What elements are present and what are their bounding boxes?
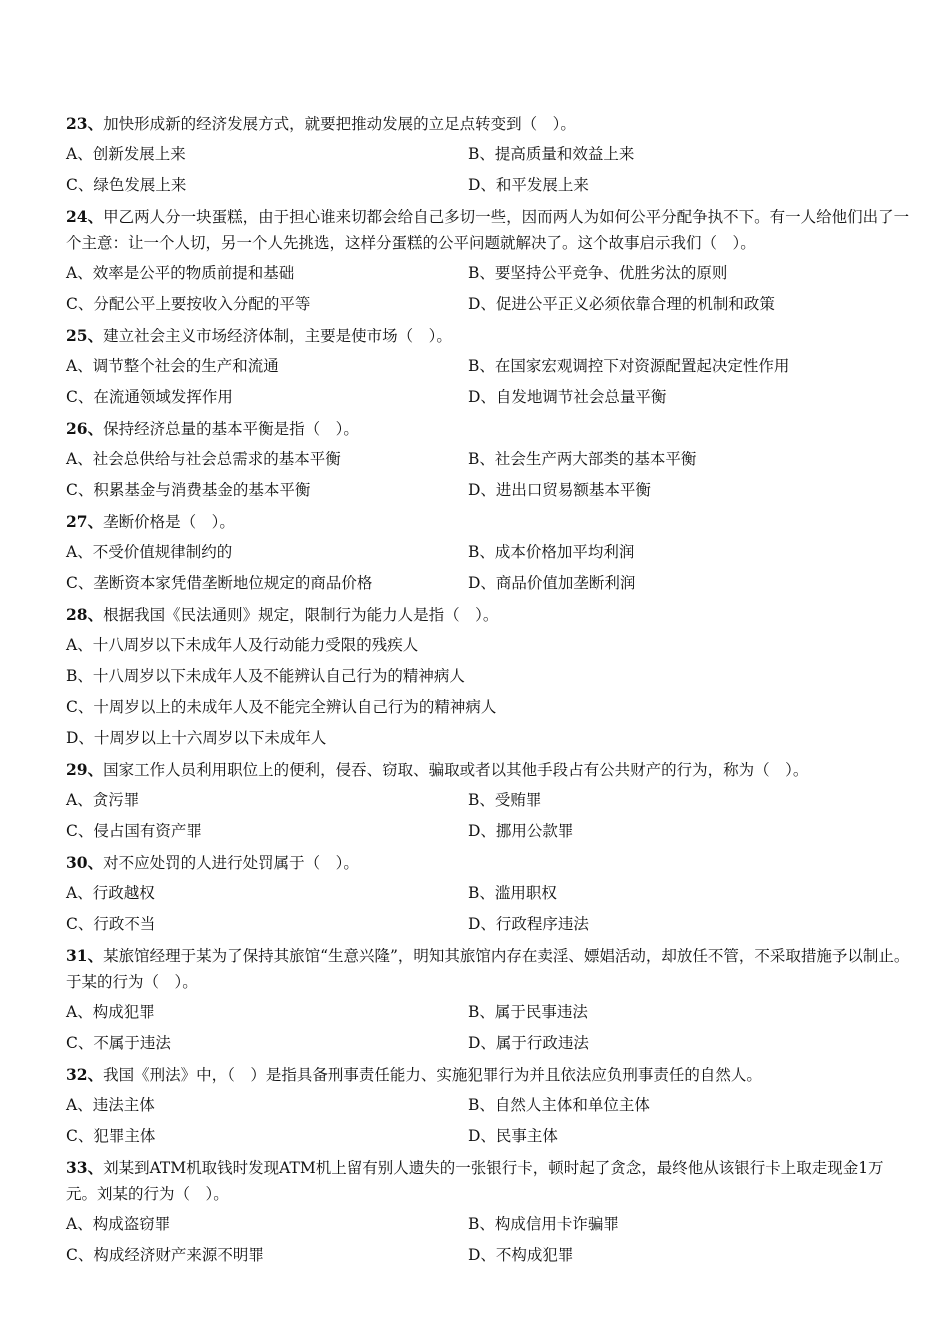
answer-option: A、调节整个社会的生产和流通 — [66, 357, 279, 375]
answer-option: D、进出口贸易额基本平衡 — [468, 481, 651, 499]
answer-option: C、垄断资本家凭借垄断地位规定的商品价格 — [66, 574, 373, 592]
answer-option: D、行政程序违法 — [468, 915, 589, 933]
answer-option: A、违法主体 — [66, 1096, 155, 1114]
answer-option: B、社会生产两大部类的基本平衡 — [468, 450, 697, 468]
question-text: 对不应处罚的人进行处罚属于（ ）。 — [103, 854, 359, 872]
question-number: 23、 — [66, 114, 104, 133]
answer-option: D、商品价值加垄断利润 — [468, 574, 636, 592]
answer-option: D、和平发展上来 — [468, 176, 589, 194]
question-text: 我国《刑法》中，（ ）是指具备刑事责任能力、实施犯罪行为并且依法应负刑事责任的自然人。 — [103, 1066, 762, 1084]
answer-option: D、不构成犯罪 — [468, 1246, 574, 1264]
option-row — [0, 475, 950, 506]
question-number: 30、 — [66, 853, 104, 872]
answer-option: B、受贿罪 — [468, 791, 542, 809]
option-row — [0, 568, 950, 599]
question-stem — [0, 754, 950, 785]
answer-option: C、不属于违法 — [66, 1034, 171, 1052]
question-stem — [0, 1152, 950, 1209]
answer-option: C、在流通领域发挥作用 — [66, 388, 233, 406]
answer-option: C、侵占国有资产罪 — [66, 822, 202, 840]
answer-option: A、贪污罪 — [66, 791, 140, 809]
answer-option: D、属于行政违法 — [468, 1034, 589, 1052]
answer-option: A、行政越权 — [66, 884, 155, 902]
answer-option: B、构成信用卡诈骗罪 — [468, 1215, 619, 1233]
question-number: 32、 — [66, 1065, 104, 1084]
question-text: 保持经济总量的基本平衡是指（ ）。 — [103, 420, 359, 438]
answer-option: D、挪用公款罪 — [468, 822, 574, 840]
question-number: 31、 — [66, 946, 104, 965]
answer-option: C、分配公平上要按收入分配的平等 — [66, 295, 311, 313]
answer-option: C、构成经济财产来源不明罪 — [66, 1246, 264, 1264]
question-stem — [0, 940, 950, 997]
option-row — [0, 444, 950, 475]
answer-option: B、属于民事违法 — [468, 1003, 588, 1021]
question-stem — [0, 413, 950, 444]
answer-option: D、自发地调节社会总量平衡 — [468, 388, 667, 406]
question-number: 27、 — [66, 512, 104, 531]
answer-option: A、构成犯罪 — [66, 1003, 155, 1021]
answer-option: D、促进公平正义必须依靠合理的机制和政策 — [468, 295, 775, 313]
answer-option: A、效率是公平的物质前提和基础 — [66, 264, 295, 282]
question-number: 26、 — [66, 419, 104, 438]
option-row — [0, 1121, 950, 1152]
question-number: 29、 — [66, 760, 104, 779]
option-row — [0, 878, 950, 909]
option-row — [0, 1240, 950, 1271]
question-text: 建立社会主义市场经济体制，主要是使市场（ ）。 — [103, 327, 452, 345]
answer-option: C、十周岁以上的未成年人及不能完全辨认自己行为的精神病人 — [66, 698, 497, 716]
answer-option: C、绿色发展上来 — [66, 176, 187, 194]
question-number: 33、 — [66, 1158, 104, 1177]
question-stem — [0, 506, 950, 537]
answer-option: D、民事主体 — [468, 1127, 558, 1145]
question-number: 25、 — [66, 326, 104, 345]
answer-option: B、提高质量和效益上来 — [468, 145, 635, 163]
answer-option: B、十八周岁以下未成年人及不能辨认自己行为的精神病人 — [66, 667, 465, 685]
question-text: 国家工作人员利用职位上的便利，侵吞、窃取、骗取或者以其他手段占有公共财产的行为，称为（ ）。 — [103, 761, 809, 779]
question-stem — [0, 847, 950, 878]
answer-option: A、社会总供给与社会总需求的基本平衡 — [66, 450, 341, 468]
answer-option: A、构成盗窃罪 — [66, 1215, 171, 1233]
answer-option: C、积累基金与消费基金的基本平衡 — [66, 481, 311, 499]
question-stem — [0, 320, 950, 351]
option-row — [0, 139, 950, 170]
option-row — [0, 351, 950, 382]
option-row — [0, 382, 950, 413]
option-row — [0, 909, 950, 940]
question-text: 根据我国《民法通则》规定，限制行为能力人是指（ ）。 — [103, 606, 499, 624]
answer-option: B、滥用职权 — [468, 884, 557, 902]
option-row — [0, 289, 950, 320]
question-stem — [0, 599, 950, 630]
option-row — [0, 785, 950, 816]
question-text: 刘某到ATM机取钱时发现ATM机上留有别人遗失的一张银行卡，顿时起了贪念，最终他从该银行卡上取走现金1万元。刘某的行为（ ）。 — [66, 1159, 884, 1203]
option-row — [0, 816, 950, 847]
option-row — [0, 1090, 950, 1121]
option-row — [0, 997, 950, 1028]
answer-option: B、自然人主体和单位主体 — [468, 1096, 650, 1114]
question-number: 28、 — [66, 605, 104, 624]
option-row — [0, 258, 950, 289]
question-stem — [0, 201, 950, 258]
answer-option: C、行政不当 — [66, 915, 156, 933]
question-stem — [0, 108, 950, 139]
answer-option: A、不受价值规律制约的 — [66, 543, 233, 561]
question-text: 垄断价格是（ ）。 — [103, 513, 235, 531]
option-row — [0, 170, 950, 201]
answer-option: C、犯罪主体 — [66, 1127, 156, 1145]
option-row — [0, 537, 950, 568]
answer-option: D、十周岁以上十六周岁以下未成年人 — [66, 729, 327, 747]
question-text: 某旅馆经理于某为了保持其旅馆“生意兴隆”，明知其旅馆内存在卖淫、嫖娼活动，却放任不管，不采取措施予以制止。于某的行为（ ）。 — [66, 947, 910, 991]
answer-option: B、成本价格加平均利润 — [468, 543, 635, 561]
answer-option: A、十八周岁以下未成年人及行动能力受限的残疾人 — [66, 636, 419, 654]
option-row — [0, 1209, 950, 1240]
question-text: 甲乙两人分一块蛋糕，由于担心谁来切都会给自己多切一些，因而两人为如何公平分配争执不下。有一人给他们出了一个主意：让一个人切，另一个人先挑选，这样分蛋糕的公平问题就解决了。这个故事启示我们（ ）。 — [66, 208, 910, 252]
option-row — [0, 1028, 950, 1059]
question-number: 24、 — [66, 207, 104, 226]
exam-page — [0, 108, 950, 1271]
answer-option: B、在国家宏观调控下对资源配置起决定性作用 — [468, 357, 790, 375]
question-text: 加快形成新的经济发展方式，就要把推动发展的立足点转变到（ ）。 — [103, 115, 576, 133]
question-stem — [0, 1059, 950, 1090]
answer-option: A、创新发展上来 — [66, 145, 186, 163]
answer-option: B、要坚持公平竞争、优胜劣汰的原则 — [468, 264, 728, 282]
